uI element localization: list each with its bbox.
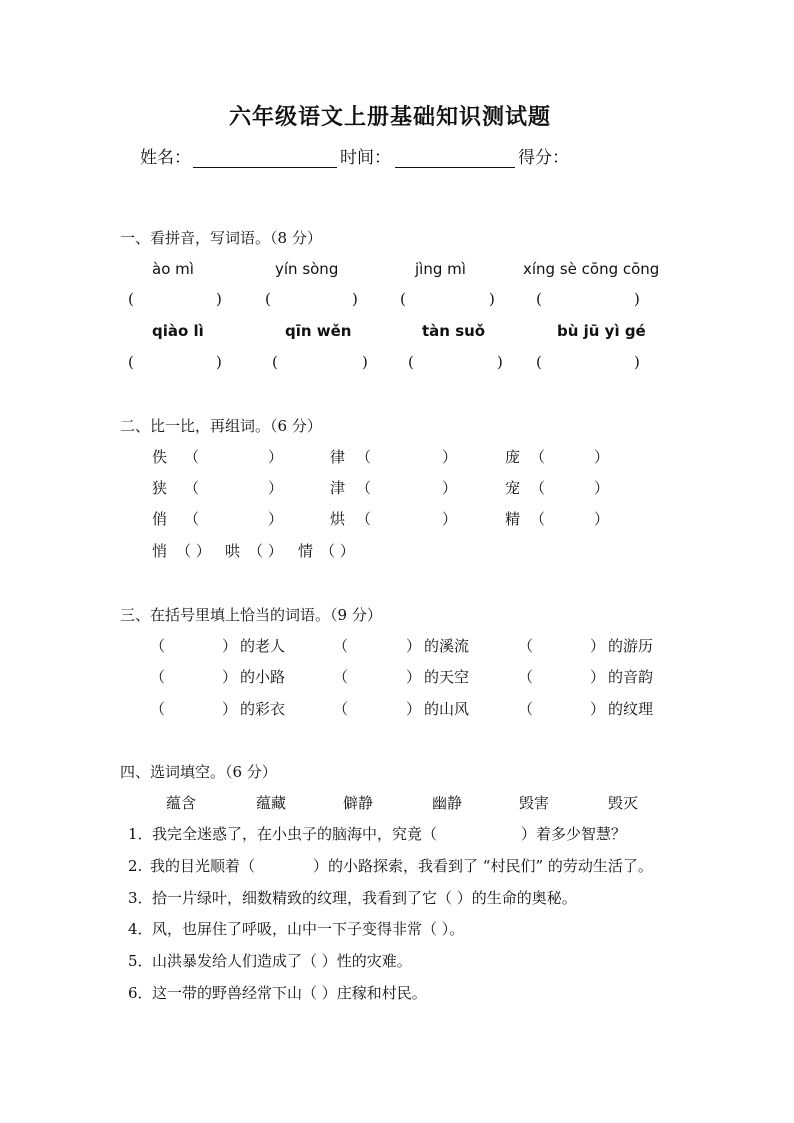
paren-open: （ (184, 448, 200, 466)
fill-phrase: 的山风 (424, 700, 470, 718)
question-number: 3． (128, 889, 153, 907)
paren-close: ） (268, 479, 284, 497)
paren-close: ） (406, 637, 422, 655)
section-3-heading: 三、在括号里填上恰当的词语。（9 分） (120, 606, 382, 624)
fill-phrase: 的天空 (424, 668, 470, 686)
paren-close: ） (406, 668, 422, 686)
paren-open: （ (518, 700, 534, 718)
question-number: 4． (128, 920, 153, 938)
paren-open: （ (333, 700, 349, 718)
pinyin-item: tàn suǒ (422, 322, 486, 340)
compare-char: 律 (330, 448, 346, 466)
answer-paren-open: ( (128, 353, 134, 371)
word-option: 蕴含 (166, 794, 197, 812)
pinyin-item: qīn wěn (285, 322, 352, 340)
compare-char: 烘 (330, 510, 346, 528)
answer-paren-close: ) (497, 353, 503, 371)
question-text: 这一带的野兽经常下山（ ）庄稼和村民。 (152, 984, 427, 1002)
compare-char: 精 (505, 510, 521, 528)
paren-close: ） (406, 700, 422, 718)
compare-char: 哄 (225, 542, 241, 560)
compare-char: 津 (330, 479, 346, 497)
paren-open: （ (356, 479, 372, 497)
paren-close: ） (590, 700, 606, 718)
question-number: 1． (128, 825, 153, 843)
word-option: 毁害 (519, 794, 550, 812)
fill-phrase: 的彩衣 (240, 700, 286, 718)
question-number: 6． (128, 984, 153, 1002)
answer-paren-close: ) (216, 353, 222, 371)
word-option: 幽静 (432, 794, 463, 812)
answer-paren-open: ( (265, 290, 271, 308)
fill-phrase: 的老人 (240, 637, 286, 655)
answer-paren-close: ) (489, 290, 495, 308)
paren-open: （ (150, 700, 166, 718)
word-option: 僻静 (343, 794, 374, 812)
pinyin-item: jìng mì (415, 260, 466, 278)
pinyin-item: bù jū yì gé (557, 322, 646, 340)
pinyin-item: yín sòng (275, 260, 339, 278)
paren-close: ） (268, 510, 284, 528)
time-blank[interactable] (395, 167, 515, 168)
time-label: 时间： (340, 148, 391, 168)
paren-close: ） (268, 448, 284, 466)
paren-open: （ (530, 448, 546, 466)
paren-open: （ (530, 510, 546, 528)
question-text: 拾一片绿叶，细数精致的纹理，我看到了它（ ）的生命的奥秘。 (152, 889, 577, 907)
answer-paren-close: ) (352, 290, 358, 308)
compare-char: 俏 (152, 510, 168, 528)
question-text: 我的目光顺着（ (150, 857, 256, 875)
answer-paren-open: ( (400, 290, 406, 308)
fill-phrase: 的音韵 (608, 668, 654, 686)
answer-paren-open: ( (128, 290, 134, 308)
paren-open: （ (356, 448, 372, 466)
pinyin-item: qiào lì (152, 322, 204, 340)
paren-open: （ (518, 637, 534, 655)
question-text: 我完全迷惑了，在小虫子的脑海中，究竟（ (152, 825, 438, 843)
fill-phrase: 的小路 (240, 668, 286, 686)
pinyin-item: xíng sè cōng cōng (523, 260, 660, 278)
page-title: 六年级语文上册基础知识测试题 (229, 104, 552, 130)
paren-close: ） (222, 637, 238, 655)
fill-phrase: 的溪流 (424, 637, 470, 655)
paren-pair: （ ） (248, 542, 283, 560)
compare-char: 悄 (152, 542, 168, 560)
score-label: 得分： (518, 148, 569, 168)
question-text: ）着多少智慧？ (521, 825, 627, 843)
paren-open: （ (356, 510, 372, 528)
answer-paren-open: ( (536, 353, 542, 371)
compare-char: 佚 (152, 448, 168, 466)
word-option: 蕴藏 (256, 794, 287, 812)
answer-paren-open: ( (272, 353, 278, 371)
answer-paren-close: ) (216, 290, 222, 308)
fill-phrase: 的纹理 (608, 700, 654, 718)
name-label: 姓名： (140, 148, 191, 168)
compare-char: 情 (298, 542, 314, 560)
question-text: 风，也屏住了呼吸，山中一下子变得非常（ ）。 (152, 920, 465, 938)
paren-close: ） (590, 668, 606, 686)
answer-paren-close: ) (634, 290, 640, 308)
paren-close: ） (594, 510, 610, 528)
question-number: 2. (128, 857, 143, 875)
paren-open: （ (333, 668, 349, 686)
answer-paren-close: ) (362, 353, 368, 371)
paren-open: （ (333, 637, 349, 655)
paren-open: （ (184, 479, 200, 497)
answer-paren-open: ( (408, 353, 414, 371)
section-1-heading: 一、看拼音，写词语。（8 分） (120, 229, 322, 247)
section-2-heading: 二、比一比，再组词。（6 分） (120, 417, 322, 435)
paren-close: ） (222, 668, 238, 686)
paren-open: （ (150, 637, 166, 655)
question-number: 5． (128, 952, 153, 970)
fill-phrase: 的游历 (608, 637, 654, 655)
answer-paren-open: ( (536, 290, 542, 308)
paren-close: ） (442, 510, 458, 528)
section-4-heading: 四、选词填空。（6 分） (120, 763, 277, 781)
paren-pair: （ ） (320, 542, 355, 560)
paren-close: ） (442, 479, 458, 497)
paren-open: （ (530, 479, 546, 497)
paren-close: ） (594, 448, 610, 466)
compare-char: 狭 (152, 479, 168, 497)
pinyin-item: ào mì (152, 260, 194, 278)
paren-close: ） (594, 479, 610, 497)
paren-close: ） (590, 637, 606, 655)
question-text: 山洪暴发给人们造成了（ ）性的灾难。 (152, 952, 412, 970)
paren-close: ） (442, 448, 458, 466)
name-blank[interactable] (193, 167, 337, 168)
question-text: ）的小路探索，我看到了 “村民们” 的劳动生活了。 (313, 857, 653, 875)
answer-paren-close: ) (634, 353, 640, 371)
paren-open: （ (150, 668, 166, 686)
paren-open: （ (184, 510, 200, 528)
word-option: 毁灭 (608, 794, 639, 812)
compare-char: 宠 (505, 479, 521, 497)
paren-pair: （ ） (176, 542, 211, 560)
paren-open: （ (518, 668, 534, 686)
paren-close: ） (222, 700, 238, 718)
compare-char: 庞 (505, 448, 521, 466)
